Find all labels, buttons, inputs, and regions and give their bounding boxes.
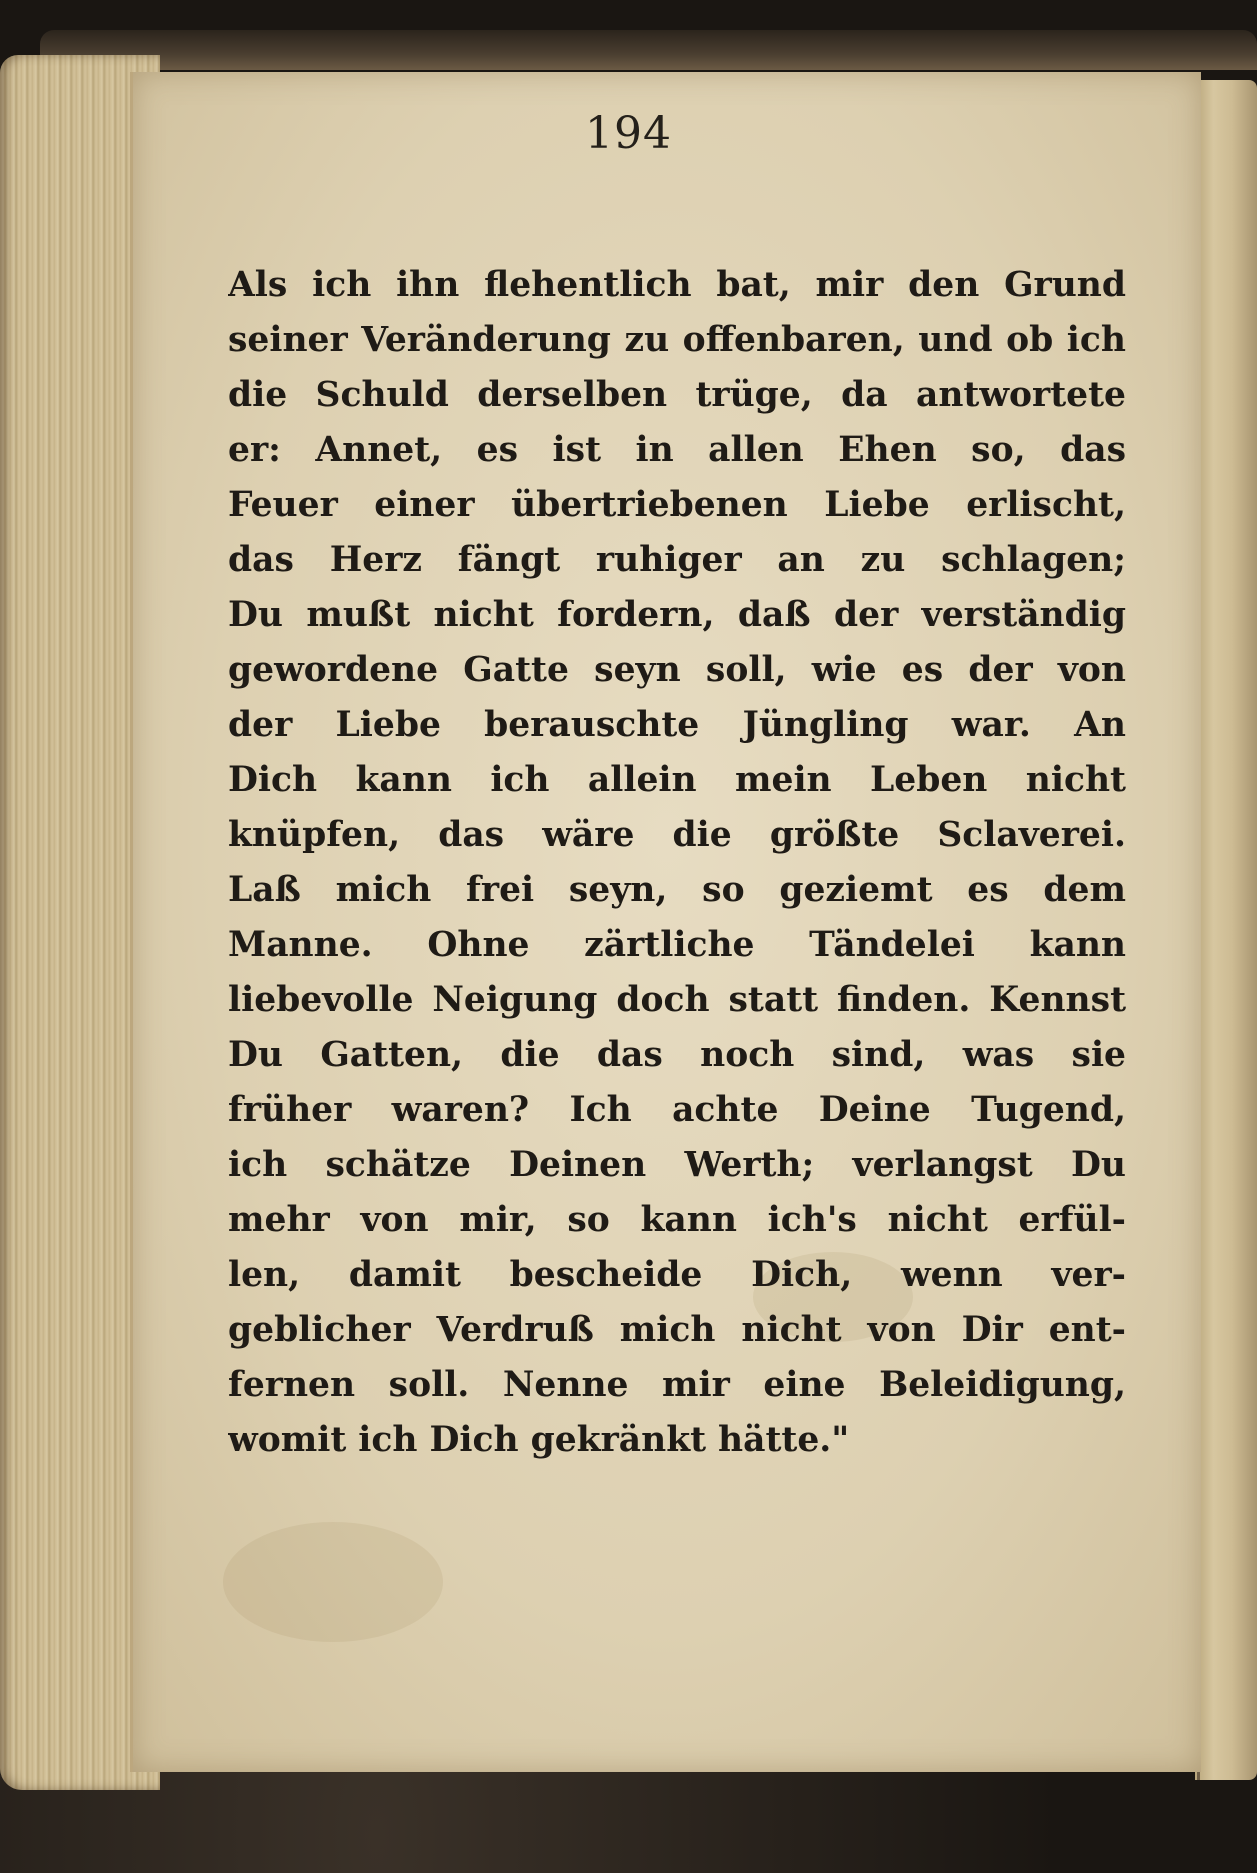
text-line: womit ich Dich gekränkt hätte." (228, 1420, 850, 1460)
text-line: Du Gatten, die das noch sind, was sie (228, 1035, 1126, 1075)
text-line: geblicher Verdruß mich nicht von Dir ent- (228, 1310, 1126, 1350)
text-line: Du mußt nicht fordern, daß der verständig (228, 595, 1126, 635)
paper-stain (223, 1522, 443, 1642)
text-line: Laß mich frei seyn, so geziemt es dem (228, 870, 1126, 910)
body-text (228, 258, 1126, 1468)
book-binding (40, 30, 1257, 70)
text-line: er: Annet, es ist in allen Ehen so, das (228, 430, 1126, 470)
text-line: ich schätze Deinen Werth; verlangst Du (228, 1145, 1126, 1185)
text-line: Dich kann ich allein mein Leben nicht (228, 760, 1126, 800)
text-line: die Schuld derselben trüge, da antwortete (228, 375, 1126, 415)
text-line: liebevolle Neigung doch statt finden. Kennst (228, 980, 1126, 1020)
right-page-edges (1195, 80, 1257, 1780)
text-line: das Herz fängt ruhiger an zu schlagen; (228, 540, 1126, 580)
text-line: Feuer einer übertriebenen Liebe erlischt, (228, 485, 1126, 525)
text-line: früher waren? Ich achte Deine Tugend, (228, 1090, 1126, 1130)
text-line: len, damit bescheide Dich, wenn ver- (228, 1255, 1126, 1295)
text-line: seiner Veränderung zu offenbaren, und ob ich (228, 320, 1126, 360)
text-line: Als ich ihn flehentlich bat, mir den Grund (228, 265, 1126, 305)
page-number: 194 (585, 108, 672, 159)
text-line: knüpfen, das wäre die größte Sclaverei. (228, 815, 1126, 855)
text-line: Manne. Ohne zärtliche Tändelei kann (228, 925, 1126, 965)
text-line: der Liebe berauschte Jüngling war. An (228, 705, 1126, 745)
text-line: gewordene Gatte seyn soll, wie es der von (228, 650, 1126, 690)
text-line: mehr von mir, so kann ich's nicht erfül- (228, 1200, 1126, 1240)
text-line: fernen soll. Nenne mir eine Beleidigung, (228, 1365, 1126, 1405)
